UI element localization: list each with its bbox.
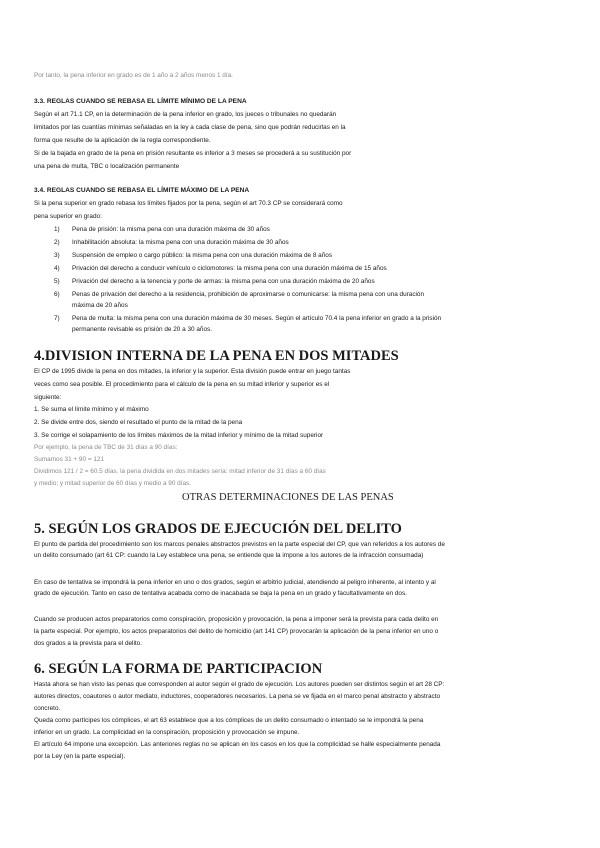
paragraph-line: la parte especial. Por ejemplo, los actos preparatorios del delito de homicidio (art 141 CP) provocarán la aplicación de la pena inferior en uno o [34,628,439,635]
list-item-number: 6) [54,291,60,298]
example-line: y medio; y mitad superior de 60 días y medio a 90 días. [34,480,192,487]
list-item-number: 4) [54,265,60,272]
list-item-text: Pena de prisión: la misma pena con una duración máxima de 30 años [72,226,270,233]
paragraph-line: 2. Se divide entre dos, siendo el resultado el punto de la mitad de la pena [34,419,243,426]
paragraph-line: En caso de tentativa se impondrá la pena inferior en uno o dos grados, según el arbitrio judicial, atendiendo al peligro inherente, al intento y al [34,579,436,586]
list-item-text: Pena de multa: la misma pena con una duración máxima de 30 meses. Según el artículo 70.4 la pena inferior en grado a la prisión [72,315,442,322]
list-item [54,264,387,274]
list-item-number: 1) [54,226,60,233]
otras-determinaciones-title: OTRAS DETERMINACIONES DE LAS PENAS [182,492,394,503]
list-item-text: Penas de privación del derecho a la residencia, prohibición de aproximarse o comunicarse: la misma pena con una duración [72,291,425,298]
section-5-title: 5. SEGÚN LOS GRADOS DE EJECUCIÓN DEL DELITO [34,521,402,537]
list-item [54,225,270,235]
paragraph-line: El artículo 64 impone una excepción. Las anteriores reglas no se aplican en los casos en los que la complicidad se halle especialmente penada [34,741,441,748]
paragraph-line: veces como sea posible. El procedimiento para el cálculo de la pena en su mitad inferior y superior es el [34,381,330,388]
paragraph-line: por la Ley (en la parte especial). [34,753,126,760]
paragraph-line: El CP de 1995 divide la pena en dos mitades, la inferior y la superior. Esta división puede entrar en juego tantas [34,368,351,375]
example-line: Por ejemplo, la pena de TBC de 31 días a 90 días: [34,444,178,451]
paragraph-line: concreto. [34,705,61,712]
paragraph-line: Según el art 71.1 CP, en la determinación de la pena inferior en grado, los jueces o tribunales no quedarán [34,111,337,118]
list-item-number: 3) [54,252,60,259]
section-6-title: 6. SEGÚN LA FORMA DE PARTICIPACION [34,661,323,677]
list-item [54,238,289,248]
intro-line: Por tanto, la pena inferior en grado es de 1 año a 2 años menos 1 día. [34,72,233,79]
paragraph-line: un delito consumado (art 61 CP: cuando la Ley establece una pena, se entiende que la impone a los autores de la infracción consumada) [34,552,424,559]
paragraph-line: pena superior en grado: [34,213,102,220]
list-item [54,290,424,300]
list-item-text: Inhabilitación absoluta: la misma pena con una duración máxima de 30 años [72,239,289,246]
paragraph-line: Si la pena superior en grado rebasa los límites fijados por la pena, según el art 70.3 CP se considerará como [34,200,343,207]
list-item-number: 5) [54,278,60,285]
paragraph-line: Si de la bajada en grado de la pena en prisión resultante es inferior a 3 meses se procederá a su sustitución por [34,150,352,157]
paragraph-line: Cuando se producen actos preparatorios como conspiración, proposición y provocación, la pena a imponer será la prevista para cada delito en [34,616,439,623]
paragraph-line: 1. Se suma el límite mínimo y el máximo [34,406,149,413]
paragraph-line: autores directos, coautores o autor mediato, inductores, cooperadores necesarios. La pena se ve fijada en el marco penal abstracto y abstracto [34,693,441,700]
paragraph-line: inferior en un grado. La complicidad en la conspiración, proposición y provocación se impune. [34,729,300,736]
paragraph-line: dos grados a la prevista para el delito. [34,640,142,647]
list-item-text: Privación del derecho a la tenencia y porte de armas: la misma pena con una duración máxima de 20 años [72,278,375,285]
paragraph-line: El punto de partida del procedimiento son los marcos penales abstractos previstos en la parte especial del CP, que van referidos a los autores de [34,541,445,548]
paragraph-line: siguiente: [34,394,62,401]
section-3-4-title: 3.4. REGLAS CUANDO SE REBASA EL LÍMITE MÁXIMO DE LA PENA [34,187,250,194]
paragraph-line: Hasta ahora se han visto las penas que corresponden al autor según el grado de ejecución. Los autores pueden ser distintos según el art 28 CP: [34,681,445,688]
list-item [54,277,375,287]
list-item-text: Suspensión de empleo o cargo público: la misma pena con una duración máxima de 8 años [72,252,333,259]
section-3-3-title: 3.3. REGLAS CUANDO SE REBASA EL LÍMITE MÍNIMO DE LA PENA [34,98,247,105]
paragraph-line: 3. Se corrige el solapamiento de los límites máximos de la mitad inferior y mínimo de la mitad superior [34,432,324,439]
paragraph-line: grado de ejecución. Tanto en caso de tentativa acabada como de inacabada se baja la pena en un grado y facultativamente en dos. [34,590,407,597]
list-item-number: 2) [54,239,60,246]
list-item [54,314,441,324]
list-item-continuation: permanente revisable es prisión de 20 a 30 años. [72,326,212,333]
paragraph-line: limitados por las cuantías mínimas señaladas en la ley a cada clase de pena, sino que podrán reducirlas en la [34,124,346,131]
paragraph-line: una pena de multa, TBC o localización permanente [34,163,180,170]
paragraph-line: Queda como partícipes los cómplices, el art 63 establece que a los cómplices de un delito consumado o intentado se le impondrá la pena [34,717,424,724]
example-line: Sumamos 31 + 90 = 121 [34,456,104,463]
example-line: Dividimos 121 / 2 = 60.5 días. la pena dividida en dos mitades sería: mitad inferior de 31 días a 60 días [34,468,326,475]
paragraph-line: forma que resulte de la aplicación de la regla correspondiente. [34,137,211,144]
list-item-continuation: máxima de 20 años [72,302,128,309]
section-4-title: 4.DIVISION INTERNA DE LA PENA EN DOS MITADES [34,348,399,364]
list-item [54,251,332,261]
list-item-text: Privación del derecho a conducir vehículo o ciclomotores: la misma pena con una duración máxima de 15 años [72,265,387,272]
list-item-number: 7) [54,315,60,322]
